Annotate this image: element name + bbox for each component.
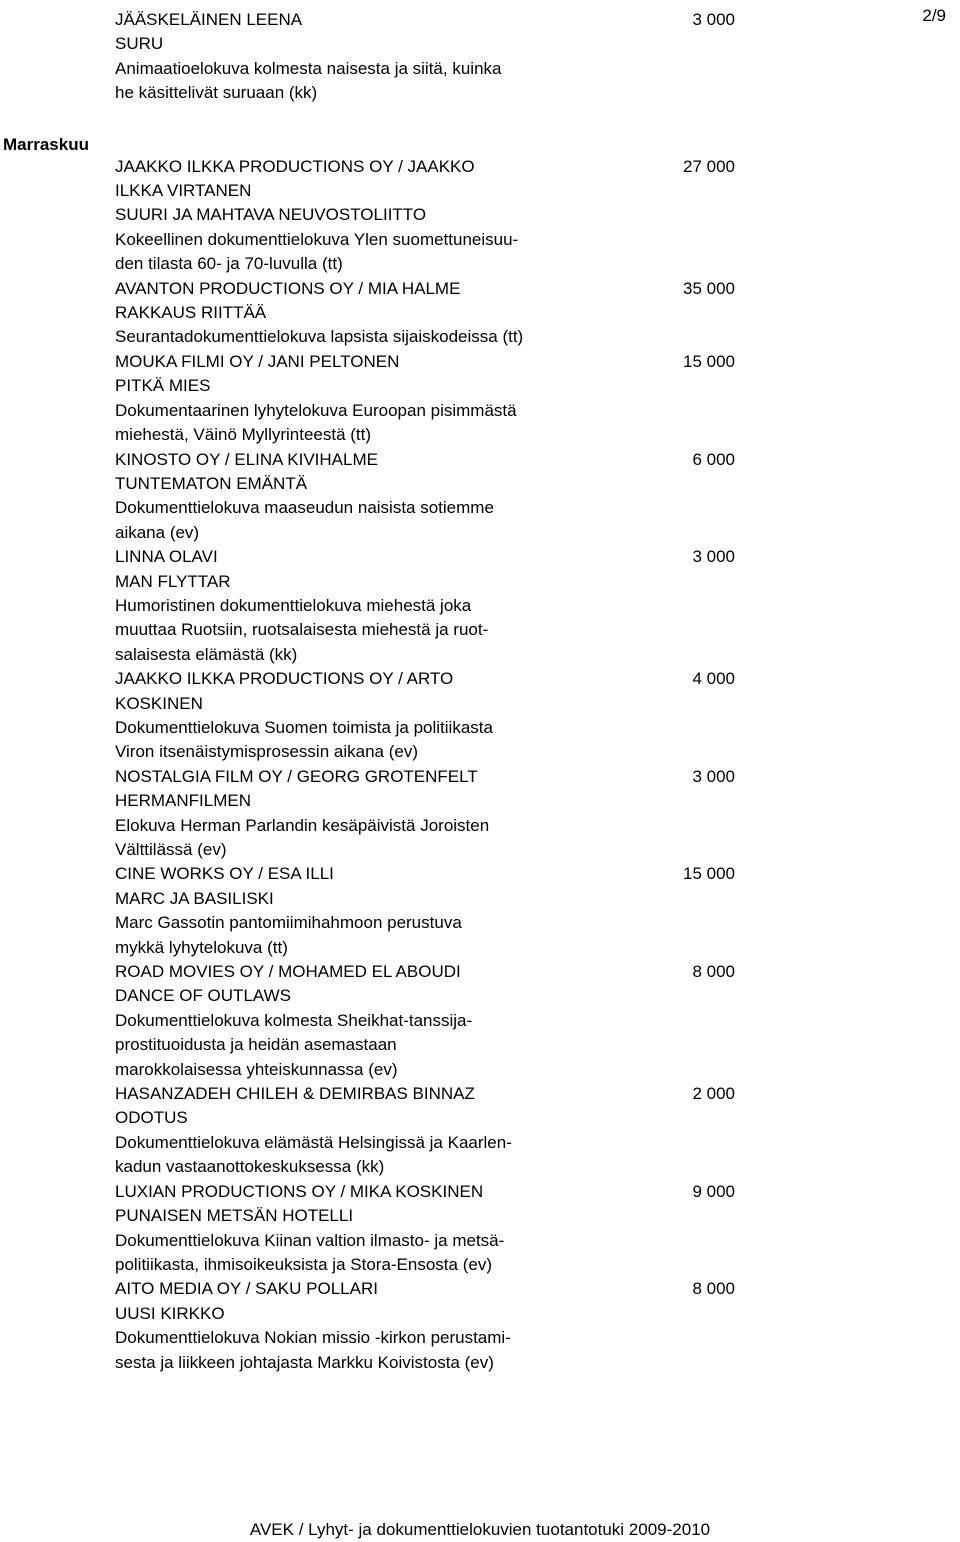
entry-line: mykkä lyhytelokuva (tt)	[115, 937, 288, 957]
entry-line: sesta ja liikkeen johtajasta Markku Koivistosta (ev)	[115, 1352, 494, 1372]
list-item	[115, 960, 735, 1082]
entry-line: Elokuva Herman Parlandin kesäpäivistä Joroisten	[115, 815, 490, 835]
list-item	[115, 1180, 735, 1278]
grant-amount: 35 000	[683, 278, 735, 298]
grant-amount: 3 000	[692, 547, 735, 567]
grant-amount: 4 000	[692, 669, 735, 689]
grant-amount: 3 000	[692, 10, 735, 29]
grant-amount: 9 000	[692, 1181, 735, 1201]
entry-line: prostituoidusta ja heidän asemastaan	[115, 1035, 397, 1055]
page-number: 2/9	[922, 6, 946, 25]
entry-line: PITKÄ MIES	[115, 376, 211, 396]
list-item	[115, 862, 735, 960]
entry-line: Marc Gassotin pantomiimihahmoon perustuva	[115, 913, 462, 933]
list-item	[115, 277, 735, 350]
entry-line: Dokumenttielokuva Nokian missio -kirkon perustami-	[115, 1328, 511, 1348]
entry-line: LINNA OLAVI	[115, 547, 218, 567]
entry-line: SURU	[115, 34, 164, 54]
grant-amount: 8 000	[692, 962, 735, 982]
list-item	[115, 545, 735, 667]
grant-amount: 15 000	[683, 864, 735, 884]
list-item	[115, 1277, 735, 1375]
entry-line: marokkolaisessa yhteiskunnassa (ev)	[115, 1059, 398, 1079]
entry-line: Dokumenttielokuva kolmesta Sheikhat-tanssija-	[115, 1010, 473, 1030]
entry-line: ODOTUS	[115, 1108, 188, 1128]
entry-line: KINOSTO OY / ELINA KIVIHALME	[115, 449, 378, 469]
grant-amount: 2 000	[692, 1084, 735, 1104]
entry-line: ILKKA VIRTANEN	[115, 181, 252, 201]
entry-line: AITO MEDIA OY / SAKU POLLARI	[115, 1279, 378, 1299]
entry-line: JAAKKO ILKKA PRODUCTIONS OY / JAAKKO	[115, 156, 475, 176]
list-item	[115, 8, 735, 106]
grant-amount: 8 000	[692, 1279, 735, 1299]
entry-line: Dokumenttielokuva elämästä Helsingissä ja Kaarlen-	[115, 1132, 512, 1152]
entry-line: Humoristinen dokumenttielokuva miehestä joka	[115, 595, 472, 615]
grant-amount: 27 000	[683, 156, 735, 176]
entry-line: UUSI KIRKKO	[115, 1303, 225, 1323]
entry-line: Dokumenttielokuva Kiinan valtion ilmasto- ja metsä-	[115, 1230, 505, 1250]
entry-line: HERMANFILMEN	[115, 791, 252, 811]
list-item	[115, 350, 735, 448]
list-item	[115, 667, 735, 765]
footer-text: AVEK / Lyhyt- ja dokumenttielokuvien tuotantotuki 2009-2010	[249, 1520, 711, 1539]
entry-line: MARC JA BASILISKI	[115, 888, 274, 908]
entry-line: MOUKA FILMI OY / JANI PELTONEN	[115, 351, 400, 371]
entry-list	[115, 8, 735, 1375]
entry-line: TUNTEMATON EMÄNTÄ	[115, 473, 308, 493]
entry-line: Dokumenttielokuva maaseudun naisista sotiemme	[115, 498, 494, 518]
entry-line: NOSTALGIA FILM OY / GEORG GROTENFELT	[115, 766, 478, 786]
entry-line: he käsittelivät suruaan (kk)	[115, 83, 318, 103]
entry-line: SUURI JA MAHTAVA NEUVOSTOLIITTO	[115, 205, 427, 225]
entry-line: Välttilässä (ev)	[115, 840, 227, 859]
entry-line: PUNAISEN METSÄN HOTELLI	[115, 1206, 354, 1226]
list-item	[115, 1082, 735, 1180]
entry-line: ROAD MOVIES OY / MOHAMED EL ABOUDI	[115, 962, 461, 982]
entry-line: JÄÄSKELÄINEN LEENA	[115, 10, 303, 29]
entry-line: DANCE OF OUTLAWS	[115, 986, 291, 1006]
entry-line: AVANTON PRODUCTIONS OY / MIA HALME	[115, 278, 461, 298]
entry-line: JAAKKO ILKKA PRODUCTIONS OY / ARTO	[115, 669, 454, 689]
entry-line: politiikasta, ihmisoikeuksista ja Stora-Ensosta (ev)	[115, 1254, 492, 1274]
entry-line: LUXIAN PRODUCTIONS OY / MIKA KOSKINEN	[115, 1181, 484, 1201]
entry-line: kadun vastaanottokeskuksessa (kk)	[115, 1157, 385, 1177]
footer	[0, 1518, 960, 1542]
list-item	[115, 448, 735, 546]
entry-line: miehestä, Väinö Myllyrinteestä (tt)	[115, 425, 372, 445]
entry-line: HASANZADEH CHILEH & DEMIRBAS BINNAZ	[115, 1084, 475, 1104]
list-item	[115, 765, 735, 863]
entry-line: MAN FLYTTAR	[115, 571, 231, 591]
entry-line: den tilasta 60- ja 70-luvulla (tt)	[115, 254, 343, 274]
november-entries	[115, 155, 735, 1375]
grant-amount: 15 000	[683, 351, 735, 371]
entry-line: muuttaa Ruotsiin, ruotsalaisesta miehestä ja ruot-	[115, 620, 489, 640]
entry-line: Dokumentaarinen lyhytelokuva Euroopan pisimmästä	[115, 400, 517, 420]
entry-line: salaisesta elämästä (kk)	[115, 644, 298, 664]
grant-amount: 6 000	[692, 449, 735, 469]
entry-line: Seurantadokumenttielokuva lapsista sijaiskodeissa (tt)	[115, 327, 524, 347]
month-label: Marraskuu	[3, 135, 89, 154]
entry-line: Animaatioelokuva kolmesta naisesta ja siitä, kuinka	[115, 58, 502, 78]
entry-line: RAKKAUS RIITTÄÄ	[115, 303, 267, 323]
list-item	[115, 155, 735, 277]
entry-line: Dokumenttielokuva Suomen toimista ja politiikasta	[115, 717, 493, 737]
entry-line: KOSKINEN	[115, 693, 203, 713]
entry-line: Viron itsenäistymisprosessin aikana (ev)	[115, 742, 418, 762]
entry-line: Kokeellinen dokumenttielokuva Ylen suomettuneisuu-	[115, 229, 519, 249]
grant-amount: 3 000	[692, 766, 735, 786]
entry-line: CINE WORKS OY / ESA ILLI	[115, 864, 334, 884]
entry-line: aikana (ev)	[115, 522, 200, 542]
